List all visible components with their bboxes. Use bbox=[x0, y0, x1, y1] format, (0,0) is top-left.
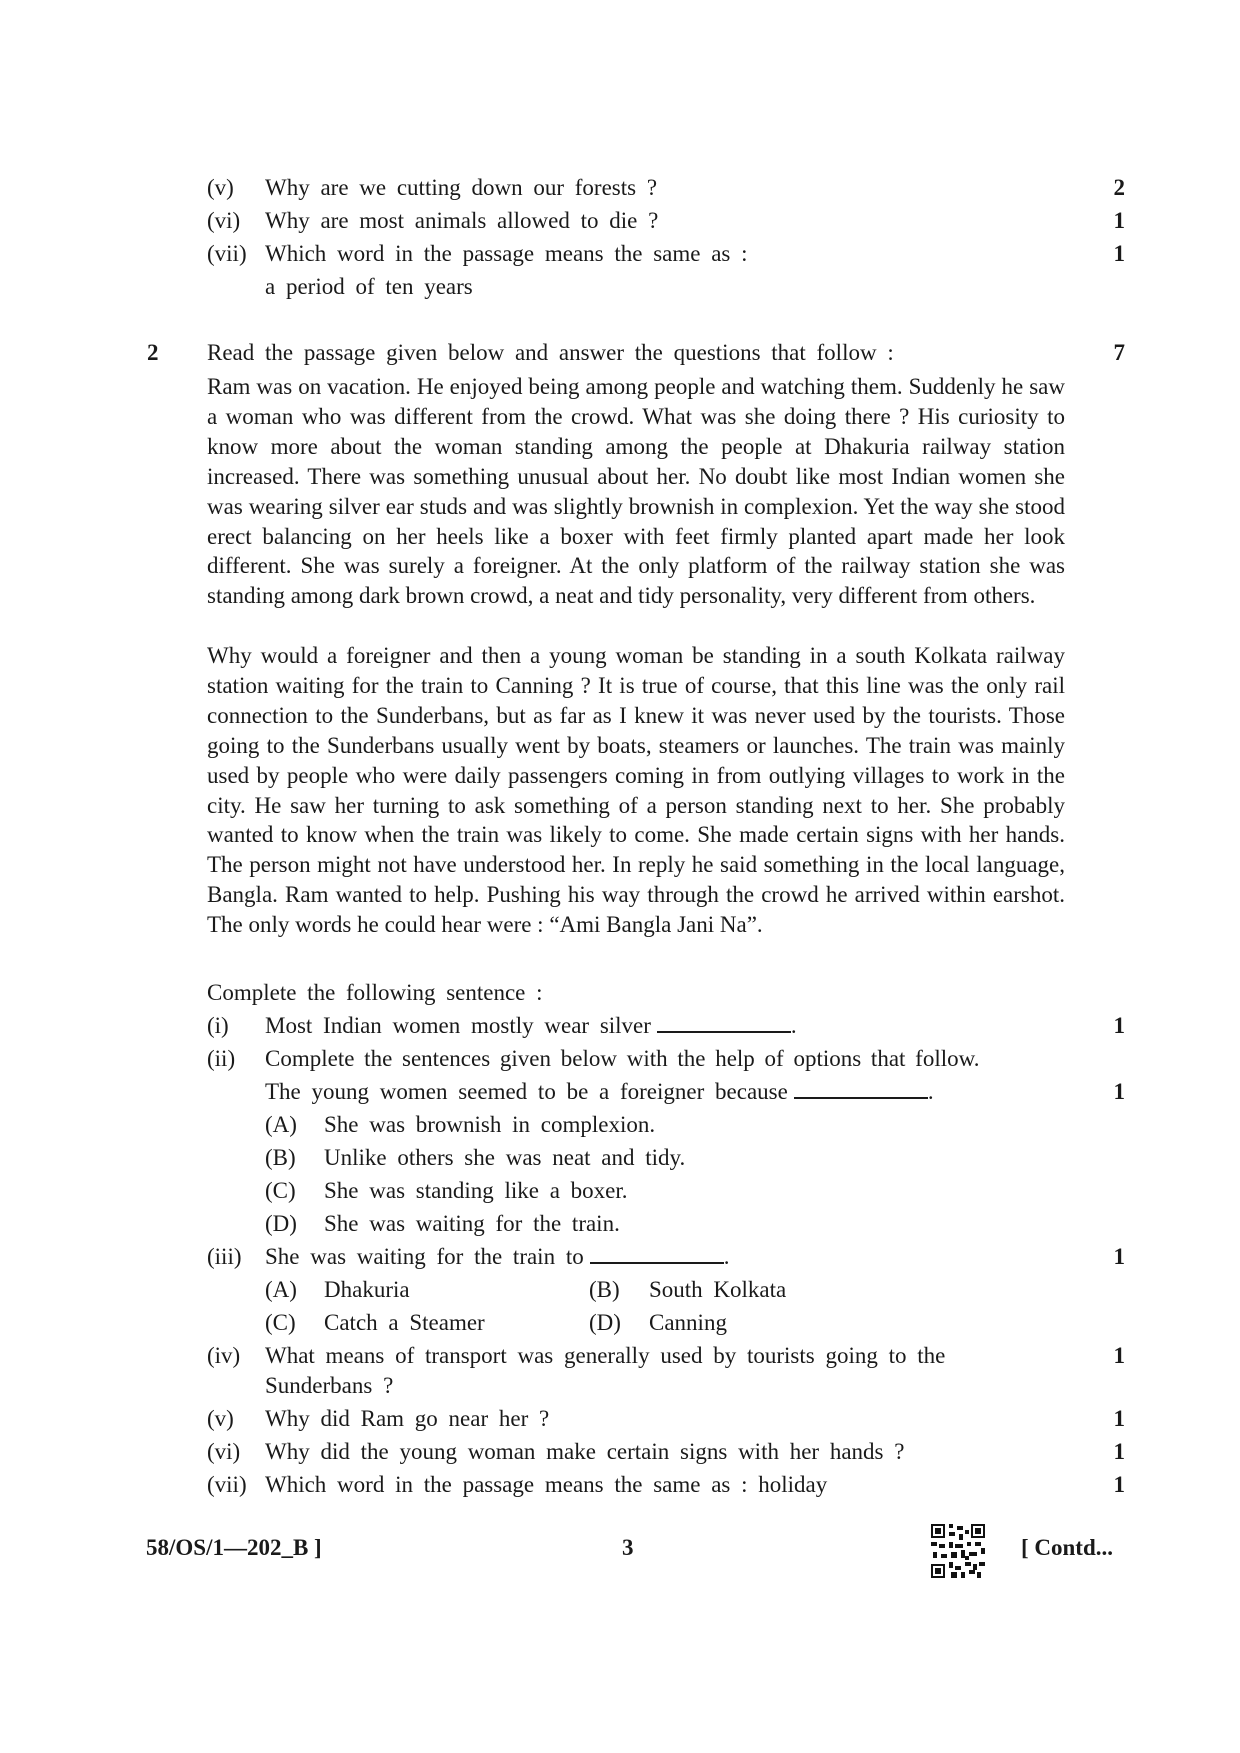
question-2-number: 2 bbox=[147, 340, 159, 365]
q2-v-text: Why did Ram go near her ? bbox=[265, 1406, 550, 1431]
q2-ii-end: . bbox=[927, 1079, 934, 1104]
prev-q-vii-marks: 1 bbox=[1113, 241, 1125, 266]
q2-iv-text-2: Sunderbans ? bbox=[265, 1373, 394, 1398]
q2-vi-text: Why did the young woman make certain signs with her hands ? bbox=[265, 1439, 905, 1464]
q2-ii-row-2 bbox=[265, 1077, 934, 1107]
q2-iii-end: . bbox=[723, 1244, 730, 1269]
q2-iii-option-d-label: (D) bbox=[589, 1310, 621, 1335]
q2-i-number: (i) bbox=[207, 1013, 229, 1038]
qr-code-icon bbox=[931, 1524, 985, 1578]
complete-sentence-label: Complete the following sentence : bbox=[207, 980, 543, 1005]
q2-vii-number: (vii) bbox=[207, 1472, 247, 1497]
prev-q-v-number: (v) bbox=[207, 175, 234, 200]
answer-blank bbox=[794, 1077, 928, 1099]
prev-q-vii-text-2: a period of ten years bbox=[265, 274, 473, 299]
q2-ii-option-c-text: She was standing like a boxer. bbox=[324, 1178, 628, 1203]
q2-vii-marks: 1 bbox=[1113, 1472, 1125, 1497]
q2-ii-option-b-text: Unlike others she was neat and tidy. bbox=[324, 1145, 686, 1170]
prev-q-vii-text: Which word in the passage means the same as : bbox=[265, 241, 748, 266]
q2-v-marks: 1 bbox=[1113, 1406, 1125, 1431]
q2-vi-number: (vi) bbox=[207, 1439, 241, 1464]
q2-iii-option-b-text: South Kolkata bbox=[649, 1277, 787, 1302]
q2-ii-option-a-label: (A) bbox=[265, 1112, 297, 1137]
paper-code: 58/OS/1—202_B ] bbox=[146, 1535, 322, 1560]
q2-ii-option-d-text: She was waiting for the train. bbox=[324, 1211, 620, 1236]
q2-ii-marks: 1 bbox=[1113, 1079, 1125, 1104]
q2-ii-option-a-text: She was brownish in complexion. bbox=[324, 1112, 656, 1137]
q2-vii-text: Which word in the passage means the same as : holiday bbox=[265, 1472, 828, 1497]
q2-iii-option-b-label: (B) bbox=[589, 1277, 620, 1302]
q2-ii-text: Complete the sentences given below with the help of options that follow. bbox=[265, 1046, 980, 1071]
q2-ii-option-c-label: (C) bbox=[265, 1178, 296, 1203]
q2-ii-text-2: The young women seemed to be a foreigner because bbox=[265, 1079, 788, 1104]
passage-paragraph-2: Why would a foreigner and then a young woman be standing in a south Kolkata railway station waiting for the train to Canning ? It is true of course, that this line was the only rail connection to the Sunderbans, but as far as I knew it was never used by the tourists. Those going to the Sunderbans usually went by boats, steamers or launches. The train was mainly used by people who were daily passengers coming in from outlying villages to work in the city. He saw her turning to ask something of a person standing next to her. She probably wanted to know when the train was likely to come. She made certain signs with her hands. The person might not have understood her. In reply he said something in the local language, Bangla. Ram wanted to help. Pushing his way through the crowd he arrived within earshot. The only words he could hear were : “Ami Bangla Jani Na”. bbox=[207, 643, 1065, 938]
continued-label: [ Contd... bbox=[1021, 1535, 1114, 1560]
q2-vi-marks: 1 bbox=[1113, 1439, 1125, 1464]
page-number: 3 bbox=[622, 1535, 634, 1560]
q2-iv-number: (iv) bbox=[207, 1343, 241, 1368]
answer-blank bbox=[657, 1011, 791, 1033]
q2-iii-number: (iii) bbox=[207, 1244, 242, 1269]
prev-q-vi-text: Why are most animals allowed to die ? bbox=[265, 208, 659, 233]
question-2-instruction: Read the passage given below and answer the questions that follow : bbox=[207, 340, 894, 365]
passage-paragraph-1: Ram was on vacation. He enjoyed being among people and watching them. Suddenly he saw a woman who was different from the crowd. What was she doing there ? His curiosity to know more about the woman standing among the people at Dhakuria railway station increased. There was something unusual about her. No doubt like most Indian women she was wearing silver ear studs and was slightly brownish in complexion. Yet the way she stood erect balancing on her heels like a boxer with feet firmly planted apart made her look different. She was surely a foreigner. At the only platform of the railway station she was standing among dark brown crowd, a neat and tidy personality, very different from others. bbox=[207, 374, 1065, 609]
q2-iii-text: She was waiting for the train to bbox=[265, 1244, 584, 1269]
q2-ii-number: (ii) bbox=[207, 1046, 236, 1071]
q2-i-end: . bbox=[790, 1013, 797, 1038]
q2-iv-text: What means of transport was generally used by tourists going to the bbox=[265, 1343, 946, 1368]
q2-iii-option-c-label: (C) bbox=[265, 1310, 296, 1335]
prev-q-vi-marks: 1 bbox=[1113, 208, 1125, 233]
q2-iii-option-a-text: Dhakuria bbox=[324, 1277, 410, 1302]
q2-ii-option-b-label: (B) bbox=[265, 1145, 296, 1170]
q2-i-marks: 1 bbox=[1113, 1013, 1125, 1038]
q2-v-number: (v) bbox=[207, 1406, 234, 1431]
q2-iii-option-a-label: (A) bbox=[265, 1277, 297, 1302]
prev-q-vi-number: (vi) bbox=[207, 208, 241, 233]
prev-q-v-text: Why are we cutting down our forests ? bbox=[265, 175, 658, 200]
prev-q-v-marks: 2 bbox=[1113, 175, 1125, 200]
q2-iii-row bbox=[265, 1242, 729, 1272]
q2-iii-marks: 1 bbox=[1113, 1244, 1125, 1269]
q2-i-text: Most Indian women mostly wear silver bbox=[265, 1013, 651, 1038]
q2-i-row bbox=[265, 1011, 797, 1041]
q2-ii-option-d-label: (D) bbox=[265, 1211, 297, 1236]
prev-q-vii-number: (vii) bbox=[207, 241, 247, 266]
q2-iii-option-d-text: Canning bbox=[649, 1310, 727, 1335]
question-2-marks: 7 bbox=[1113, 340, 1125, 365]
answer-blank bbox=[590, 1242, 724, 1264]
q2-iii-option-c-text: Catch a Steamer bbox=[324, 1310, 485, 1335]
q2-iv-marks: 1 bbox=[1113, 1343, 1125, 1368]
